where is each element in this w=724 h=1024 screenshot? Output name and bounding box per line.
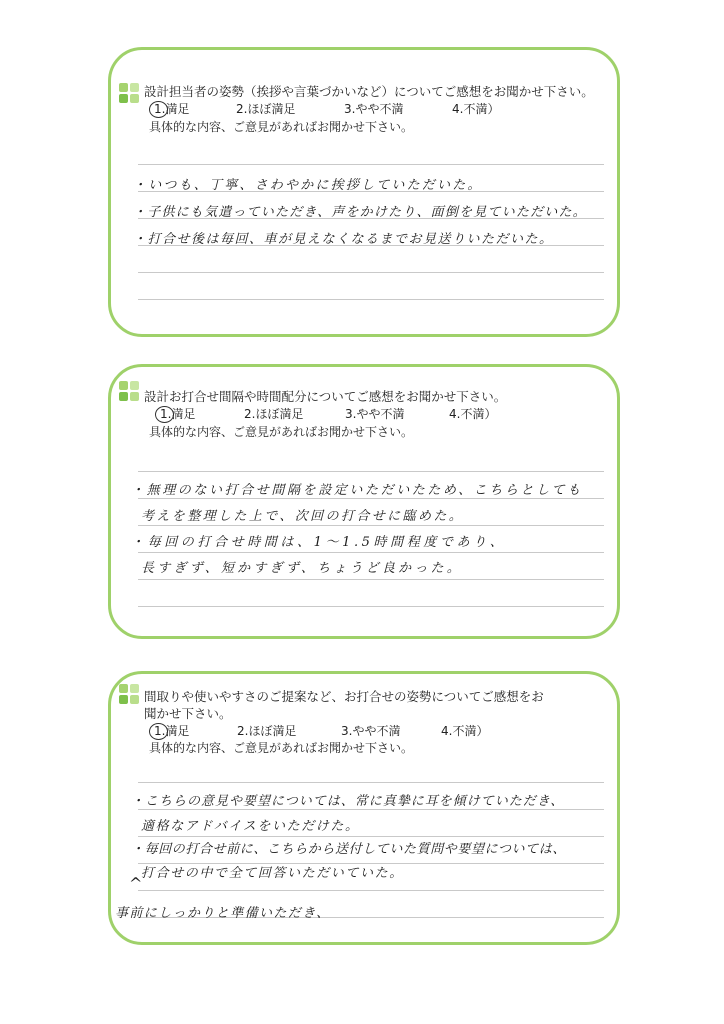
answer-rule	[138, 836, 604, 837]
option-dissatisfied[interactable]: 4.不満）	[452, 102, 500, 116]
answer-rule	[138, 579, 604, 580]
handwritten-answer: ・無理のない打合せ間隔を設定いただいたため、こちらとしても	[131, 483, 583, 498]
answer-rule	[138, 164, 604, 165]
question-text: 設計お打合せ間隔や時間配分についてご感想をお聞かせ下さい。	[144, 389, 507, 404]
option-mostly-satisfied[interactable]: 2.ほぼ満足	[237, 724, 297, 738]
handwritten-answer: 考えを整理した上で、次回の打合せに臨めた。	[141, 509, 465, 524]
comment-prompt: 具体的な内容、ご意見があればお聞かせ下さい。	[149, 120, 414, 134]
option-satisfied[interactable]: 1.満足	[160, 407, 196, 421]
answer-rule	[138, 299, 604, 300]
option-dissatisfied[interactable]: 4.不満）	[449, 407, 497, 421]
option-mostly-satisfied[interactable]: 2.ほぼ満足	[244, 407, 304, 421]
option-somewhat-dissatisfied[interactable]: 3.やや不満	[344, 102, 404, 116]
handwritten-answer: ・毎回の打合せ時間は、1〜1.5時間程度であり、	[131, 535, 507, 550]
answer-rule	[138, 890, 604, 891]
comment-prompt: 具体的な内容、ご意見があればお聞かせ下さい。	[149, 741, 414, 755]
question-text: 間取りや使いやすさのご提案など、お打合せの姿勢についてご感想をお	[144, 689, 544, 704]
handwritten-answer: 事前にしっかりと準備いただき、	[115, 906, 331, 921]
answer-rule	[138, 471, 604, 472]
rating-options	[151, 724, 591, 740]
leaf-bullet-icon	[119, 381, 141, 403]
handwritten-answer: ・こちらの意見や要望については、常に真摯に耳を傾けていただき、	[131, 794, 565, 809]
insertion-caret-mark: ^	[129, 874, 143, 893]
option-somewhat-dissatisfied[interactable]: 3.やや不満	[341, 724, 401, 738]
survey-card-1	[108, 47, 620, 337]
answer-rule	[138, 498, 604, 499]
answer-rule	[138, 552, 604, 553]
handwritten-answer: ・毎回の打合せ前に、こちらから送付していた質問や要望については、	[131, 842, 566, 857]
handwritten-answer: ・子供にも気遣っていただき、声をかけたり、面倒を見ていただいた。	[133, 205, 587, 220]
answer-rule	[138, 525, 604, 526]
option-somewhat-dissatisfied[interactable]: 3.やや不満	[345, 407, 405, 421]
survey-card-2	[108, 364, 620, 639]
rating-options	[151, 102, 591, 118]
answer-rule	[138, 606, 604, 607]
option-mostly-satisfied[interactable]: 2.ほぼ満足	[236, 102, 296, 116]
option-satisfied[interactable]: 1.満足	[154, 102, 190, 116]
comment-prompt: 具体的な内容、ご意見があればお聞かせ下さい。	[149, 425, 414, 439]
answer-rule	[138, 272, 604, 273]
question-text: 設計担当者の姿勢（挨拶や言葉づかいなど）についてご感想をお聞かせ下さい。	[144, 84, 594, 99]
handwritten-answer: 打合せの中で全て回答いただいていた。	[141, 866, 404, 881]
leaf-bullet-icon	[119, 684, 141, 706]
handwritten-answer: ・いつも、丁寧、さわやかに挨拶していただいた。	[133, 178, 483, 193]
handwritten-answer: 適格なアドバイスをいただけた。	[141, 819, 360, 834]
leaf-bullet-icon	[119, 83, 141, 105]
handwritten-answer: ・打合せ後は毎回、車が見えなくなるまでお見送りいただいた。	[133, 232, 554, 247]
handwritten-answer: 長すぎず、短かすぎず、ちょうど良かった。	[141, 561, 463, 576]
rating-options	[157, 407, 597, 423]
answer-rule	[138, 782, 604, 783]
question-text-continued: 聞かせ下さい。	[144, 706, 232, 721]
option-dissatisfied[interactable]: 4.不満）	[441, 724, 489, 738]
option-satisfied[interactable]: 1.満足	[154, 724, 190, 738]
answer-rule	[138, 809, 604, 810]
survey-card-3	[108, 671, 620, 945]
